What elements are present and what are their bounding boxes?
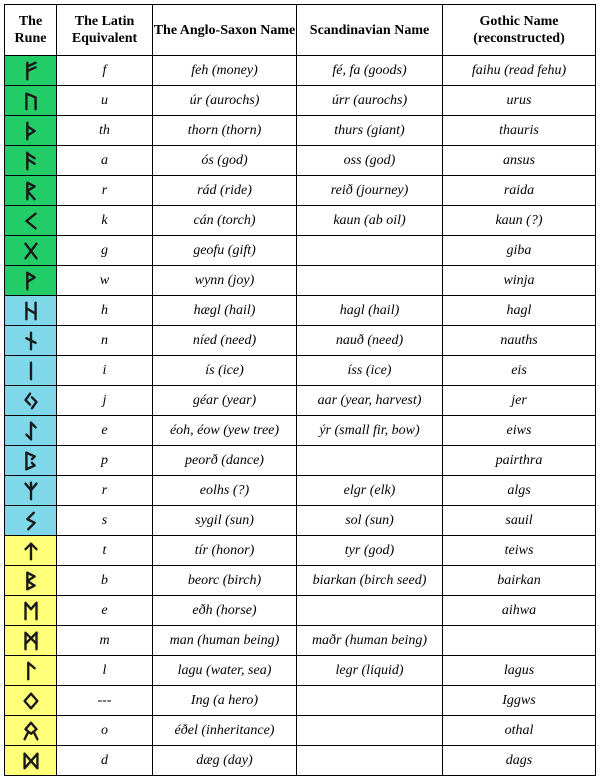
latin-equivalent-cell: --- xyxy=(57,686,153,716)
anglo-saxon-name-cell: beorc (birch) xyxy=(153,566,297,596)
latin-equivalent-cell: h xyxy=(57,296,153,326)
table-row xyxy=(5,146,596,176)
table-row xyxy=(5,176,596,206)
rune-cell xyxy=(5,236,57,266)
table-row xyxy=(5,596,596,626)
scandinavian-name-cell: fé, fa (goods) xyxy=(297,56,443,86)
scandinavian-name-cell: sol (sun) xyxy=(297,506,443,536)
scandinavian-name-cell: ýr (small fir, bow) xyxy=(297,416,443,446)
table-row xyxy=(5,446,596,476)
eihwaz-rune-icon xyxy=(20,420,42,442)
rune-cell xyxy=(5,686,57,716)
table-row xyxy=(5,656,596,686)
latin-equivalent-cell: b xyxy=(57,566,153,596)
table-row xyxy=(5,686,596,716)
naudiz-rune-icon xyxy=(20,330,42,352)
gebo-rune-icon xyxy=(20,240,42,262)
anglo-saxon-name-cell: ós (god) xyxy=(153,146,297,176)
gothic-name-cell: kaun (?) xyxy=(443,206,596,236)
table-row xyxy=(5,746,596,776)
anglo-saxon-name-cell: lagu (water, sea) xyxy=(153,656,297,686)
rune-cell xyxy=(5,296,57,326)
latin-equivalent-cell: s xyxy=(57,506,153,536)
scandinavian-name-cell: nauð (need) xyxy=(297,326,443,356)
rune-cell xyxy=(5,416,57,446)
scandinavian-name-cell xyxy=(297,686,443,716)
anglo-saxon-name-cell: éðel (inheritance) xyxy=(153,716,297,746)
latin-equivalent-cell: a xyxy=(57,146,153,176)
perthro-rune-icon xyxy=(20,450,42,472)
gothic-name-cell: lagus xyxy=(443,656,596,686)
gothic-name-cell: hagl xyxy=(443,296,596,326)
gothic-name-cell: urus xyxy=(443,86,596,116)
gothic-name-cell: nauths xyxy=(443,326,596,356)
scandinavian-name-cell xyxy=(297,236,443,266)
uruz-rune-icon xyxy=(20,90,42,112)
algiz-rune-icon xyxy=(20,480,42,502)
scandinavian-name-cell xyxy=(297,746,443,776)
latin-equivalent-cell: th xyxy=(57,116,153,146)
latin-equivalent-cell: r xyxy=(57,476,153,506)
gothic-name-cell: raida xyxy=(443,176,596,206)
rune-cell xyxy=(5,206,57,236)
table-row xyxy=(5,326,596,356)
scandinavian-name-cell xyxy=(297,446,443,476)
rune-cell xyxy=(5,536,57,566)
anglo-saxon-name-cell: níed (need) xyxy=(153,326,297,356)
gothic-name-cell: giba xyxy=(443,236,596,266)
rune-cell xyxy=(5,116,57,146)
table-row xyxy=(5,236,596,266)
scandinavian-name-cell: thurs (giant) xyxy=(297,116,443,146)
scandinavian-name-cell: maðr (human being) xyxy=(297,626,443,656)
rune-cell xyxy=(5,356,57,386)
ansuz-rune-icon xyxy=(20,150,42,172)
anglo-saxon-name-cell: wynn (joy) xyxy=(153,266,297,296)
gothic-name-cell xyxy=(443,626,596,656)
dagaz-rune-icon xyxy=(20,750,42,772)
table-row xyxy=(5,566,596,596)
latin-equivalent-cell: u xyxy=(57,86,153,116)
latin-equivalent-cell: e xyxy=(57,596,153,626)
kaunan-rune-icon xyxy=(20,210,42,232)
latin-equivalent-cell: o xyxy=(57,716,153,746)
latin-equivalent-cell: g xyxy=(57,236,153,266)
tiwaz-rune-icon xyxy=(20,540,42,562)
anglo-saxon-name-cell: sygil (sun) xyxy=(153,506,297,536)
anglo-saxon-name-cell: ís (ice) xyxy=(153,356,297,386)
gothic-name-cell: Iggws xyxy=(443,686,596,716)
rune-cell xyxy=(5,146,57,176)
thurisaz-rune-icon xyxy=(20,120,42,142)
rune-cell xyxy=(5,746,57,776)
table-row xyxy=(5,356,596,386)
anglo-saxon-name-cell: eðh (horse) xyxy=(153,596,297,626)
latin-equivalent-cell: f xyxy=(57,56,153,86)
scandinavian-name-cell: tyr (god) xyxy=(297,536,443,566)
table-row xyxy=(5,86,596,116)
latin-equivalent-cell: m xyxy=(57,626,153,656)
rune-table xyxy=(4,4,596,776)
mannaz-rune-icon xyxy=(20,630,42,652)
table-row xyxy=(5,296,596,326)
gothic-name-cell: algs xyxy=(443,476,596,506)
anglo-saxon-name-cell: tír (honor) xyxy=(153,536,297,566)
scandinavian-name-cell xyxy=(297,266,443,296)
berkano-rune-icon xyxy=(20,570,42,592)
rune-cell xyxy=(5,476,57,506)
table-row xyxy=(5,56,596,86)
scandinavian-name-cell: íss (ice) xyxy=(297,356,443,386)
anglo-saxon-name-cell: Ing (a hero) xyxy=(153,686,297,716)
anglo-saxon-name-cell: rád (ride) xyxy=(153,176,297,206)
latin-equivalent-cell: j xyxy=(57,386,153,416)
fehu-rune-icon xyxy=(20,60,42,82)
rune-cell xyxy=(5,656,57,686)
rune-cell xyxy=(5,596,57,626)
gothic-name-cell: teiws xyxy=(443,536,596,566)
header-row xyxy=(5,5,596,56)
gothic-name-cell: othal xyxy=(443,716,596,746)
ingwaz-rune-icon xyxy=(20,690,42,712)
table-row xyxy=(5,266,596,296)
rune-cell xyxy=(5,56,57,86)
anglo-saxon-name-cell: hægl (hail) xyxy=(153,296,297,326)
table-row xyxy=(5,536,596,566)
rune-cell xyxy=(5,326,57,356)
ehwaz-rune-icon xyxy=(20,600,42,622)
header-gothic: Gothic Name (reconstructed) xyxy=(443,5,596,56)
rune-cell xyxy=(5,86,57,116)
latin-equivalent-cell: l xyxy=(57,656,153,686)
table-row xyxy=(5,206,596,236)
anglo-saxon-name-cell: man (human being) xyxy=(153,626,297,656)
rune-cell xyxy=(5,446,57,476)
gothic-name-cell: pairthra xyxy=(443,446,596,476)
rune-cell xyxy=(5,626,57,656)
scandinavian-name-cell xyxy=(297,596,443,626)
header-rune: The Rune xyxy=(5,5,57,56)
gothic-name-cell: sauil xyxy=(443,506,596,536)
scandinavian-name-cell: legr (liquid) xyxy=(297,656,443,686)
anglo-saxon-name-cell: peorð (dance) xyxy=(153,446,297,476)
sowilo-rune-icon xyxy=(20,510,42,532)
laguz-rune-icon xyxy=(20,660,42,682)
scandinavian-name-cell: hagl (hail) xyxy=(297,296,443,326)
rune-cell xyxy=(5,716,57,746)
table-row xyxy=(5,626,596,656)
scandinavian-name-cell: reið (journey) xyxy=(297,176,443,206)
table-row xyxy=(5,116,596,146)
table-row xyxy=(5,716,596,746)
latin-equivalent-cell: k xyxy=(57,206,153,236)
anglo-saxon-name-cell: eolhs (?) xyxy=(153,476,297,506)
latin-equivalent-cell: e xyxy=(57,416,153,446)
anglo-saxon-name-cell: úr (aurochs) xyxy=(153,86,297,116)
header-scandinavian: Scandinavian Name xyxy=(297,5,443,56)
gothic-name-cell: dags xyxy=(443,746,596,776)
latin-equivalent-cell: r xyxy=(57,176,153,206)
gothic-name-cell: faihu (read fehu) xyxy=(443,56,596,86)
rune-cell xyxy=(5,266,57,296)
hagalaz-rune-icon xyxy=(20,300,42,322)
table-row xyxy=(5,416,596,446)
anglo-saxon-name-cell: géar (year) xyxy=(153,386,297,416)
scandinavian-name-cell: úrr (aurochs) xyxy=(297,86,443,116)
latin-equivalent-cell: p xyxy=(57,446,153,476)
gothic-name-cell: thauris xyxy=(443,116,596,146)
gothic-name-cell: eis xyxy=(443,356,596,386)
scandinavian-name-cell xyxy=(297,716,443,746)
othala-rune-icon xyxy=(20,720,42,742)
rune-cell xyxy=(5,506,57,536)
table-row xyxy=(5,476,596,506)
gothic-name-cell: aihwa xyxy=(443,596,596,626)
rune-table-body xyxy=(5,56,596,776)
header-anglo-saxon: The Anglo-Saxon Name xyxy=(153,5,297,56)
scandinavian-name-cell: elgr (elk) xyxy=(297,476,443,506)
anglo-saxon-name-cell: cán (torch) xyxy=(153,206,297,236)
rune-cell xyxy=(5,386,57,416)
anglo-saxon-name-cell: éoh, éow (yew tree) xyxy=(153,416,297,446)
latin-equivalent-cell: w xyxy=(57,266,153,296)
rune-cell xyxy=(5,176,57,206)
raido-rune-icon xyxy=(20,180,42,202)
anglo-saxon-name-cell: thorn (thorn) xyxy=(153,116,297,146)
scandinavian-name-cell: kaun (ab oil) xyxy=(297,206,443,236)
anglo-saxon-name-cell: geofu (gift) xyxy=(153,236,297,266)
table-row xyxy=(5,506,596,536)
latin-equivalent-cell: d xyxy=(57,746,153,776)
latin-equivalent-cell: i xyxy=(57,356,153,386)
latin-equivalent-cell: t xyxy=(57,536,153,566)
rune-cell xyxy=(5,566,57,596)
latin-equivalent-cell: n xyxy=(57,326,153,356)
anglo-saxon-name-cell: dæg (day) xyxy=(153,746,297,776)
table-row xyxy=(5,386,596,416)
isaz-rune-icon xyxy=(20,360,42,382)
gothic-name-cell: jer xyxy=(443,386,596,416)
anglo-saxon-name-cell: feh (money) xyxy=(153,56,297,86)
wunjo-rune-icon xyxy=(20,270,42,292)
jera-rune-icon xyxy=(20,390,42,412)
scandinavian-name-cell: oss (god) xyxy=(297,146,443,176)
scandinavian-name-cell: biarkan (birch seed) xyxy=(297,566,443,596)
gothic-name-cell: eiws xyxy=(443,416,596,446)
scandinavian-name-cell: aar (year, harvest) xyxy=(297,386,443,416)
gothic-name-cell: winja xyxy=(443,266,596,296)
gothic-name-cell: bairkan xyxy=(443,566,596,596)
gothic-name-cell: ansus xyxy=(443,146,596,176)
header-latin: The Latin Equivalent xyxy=(57,5,153,56)
